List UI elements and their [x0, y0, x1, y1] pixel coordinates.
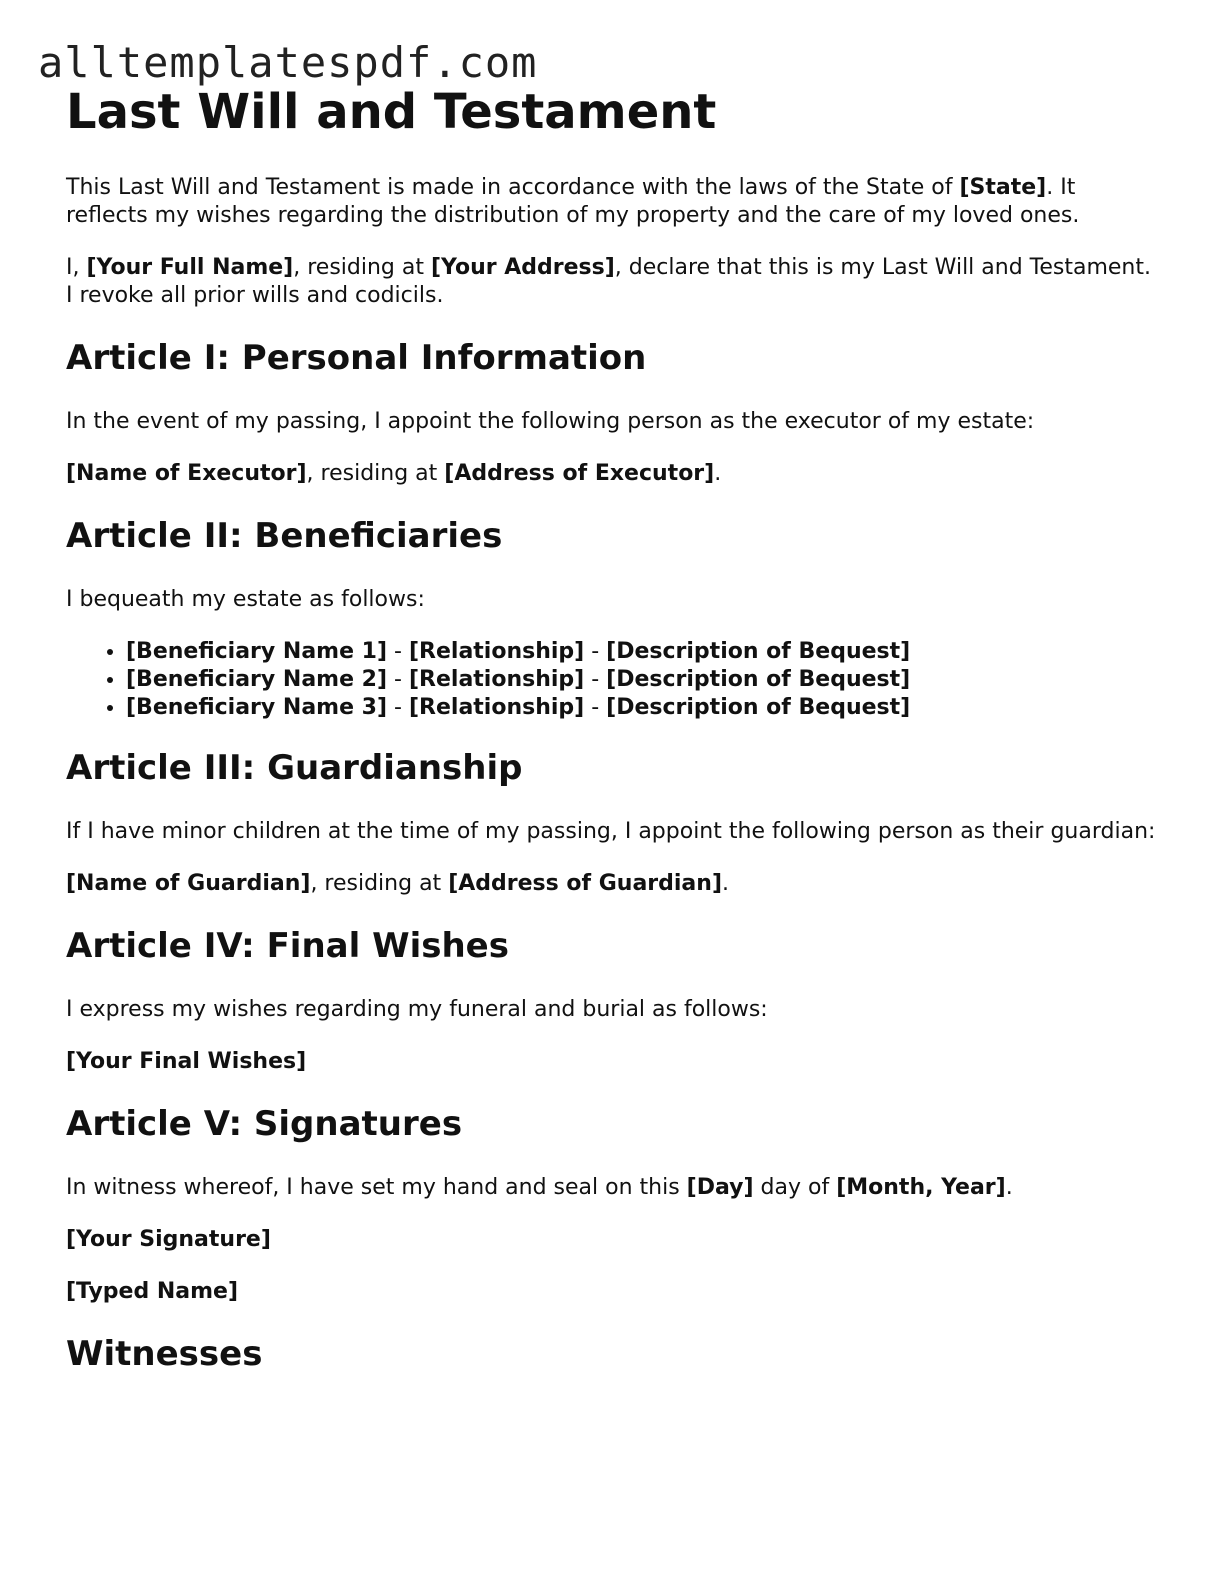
guardian-line: [66, 870, 1156, 898]
article-5-heading: Article V: Signatures: [66, 1104, 463, 1144]
month-year-placeholder: [Month, Year]: [836, 1175, 1006, 1200]
declaration-text-mid: , residing at: [293, 255, 431, 280]
guardian-period: .: [722, 871, 729, 896]
article-2-heading: Article II: Beneficiaries: [66, 516, 503, 556]
beneficiary-name: [Beneficiary Name 1]: [126, 639, 388, 664]
full-name-placeholder: [Your Full Name]: [86, 255, 294, 280]
guardian-residing-text: , residing at: [310, 871, 449, 896]
separator: -: [584, 639, 607, 664]
signature-line: [66, 1226, 1156, 1254]
witness-text-mid: day of: [753, 1175, 837, 1200]
address-placeholder: [Your Address]: [430, 255, 615, 280]
article-4-text: I express my wishes regarding my funeral and burial as follows:: [66, 997, 768, 1022]
state-placeholder: [State]: [959, 175, 1047, 200]
separator: -: [584, 695, 607, 720]
declaration-text-start: I,: [66, 255, 87, 280]
article-1-text: In the event of my passing, I appoint the following person as the executor of my estate:: [66, 409, 1035, 434]
document-body: [66, 174, 1156, 1404]
executor-residing-text: , residing at: [306, 461, 445, 486]
beneficiary-bequest: [Description of Bequest]: [606, 639, 911, 664]
intro-text-rest: . It reflects my wishes regarding the distribution of my property and the care of my loved ones.: [66, 175, 1080, 228]
intro-paragraph: [66, 174, 1156, 230]
article-5-text: [66, 1174, 1156, 1202]
site-watermark: alltemplatespdf.com: [38, 38, 538, 87]
executor-period: .: [714, 461, 722, 486]
declaration-text-end: , declare that this is my Last Will and Testament. I revoke all prior wills and codicils.: [66, 255, 1151, 308]
article-1-heading: Article I: Personal Information: [66, 338, 647, 378]
list-item: [126, 694, 1156, 722]
typed-name-placeholder: [Typed Name]: [66, 1279, 239, 1304]
witness-text-start: In witness whereof, I have set my hand and seal on this: [66, 1175, 687, 1200]
separator: -: [387, 695, 409, 720]
final-wishes-placeholder: [Your Final Wishes]: [66, 1049, 307, 1074]
beneficiary-bequest: [Description of Bequest]: [606, 695, 911, 720]
declaration-paragraph: [66, 254, 1156, 310]
list-item: [126, 666, 1156, 694]
document-title: Last Will and Testament: [66, 84, 717, 140]
signature-placeholder: [Your Signature]: [66, 1227, 271, 1252]
separator: -: [387, 667, 409, 692]
beneficiary-relationship: [Relationship]: [408, 667, 585, 692]
beneficiary-name: [Beneficiary Name 3]: [126, 695, 388, 720]
witnesses-heading: Witnesses: [66, 1334, 263, 1374]
article-4-heading: Article IV: Final Wishes: [66, 926, 509, 966]
article-3-text: If I have minor children at the time of my passing, I appoint the following person as their guardian:: [66, 819, 1156, 844]
executor-line: [66, 460, 1156, 488]
beneficiary-list: [66, 638, 1156, 722]
guardian-name-placeholder: [Name of Guardian]: [66, 871, 311, 896]
executor-name-placeholder: [Name of Executor]: [66, 461, 307, 486]
list-item: [126, 638, 1156, 666]
beneficiary-relationship: [Relationship]: [408, 695, 585, 720]
beneficiary-bequest: [Description of Bequest]: [606, 667, 911, 692]
beneficiary-name: [Beneficiary Name 2]: [126, 667, 388, 692]
intro-text: This Last Will and Testament is made in accordance with the laws of the State of: [66, 175, 960, 200]
guardian-address-placeholder: [Address of Guardian]: [448, 871, 722, 896]
separator: -: [387, 639, 409, 664]
final-wishes-line: [66, 1048, 1156, 1076]
separator: -: [584, 667, 607, 692]
witness-period: .: [1005, 1175, 1013, 1200]
beneficiary-relationship: [Relationship]: [408, 639, 585, 664]
article-2-text: I bequeath my estate as follows:: [66, 587, 425, 612]
typed-name-line: [66, 1278, 1156, 1306]
executor-address-placeholder: [Address of Executor]: [444, 461, 715, 486]
article-3-heading: Article III: Guardianship: [66, 748, 523, 788]
day-placeholder: [Day]: [686, 1175, 754, 1200]
